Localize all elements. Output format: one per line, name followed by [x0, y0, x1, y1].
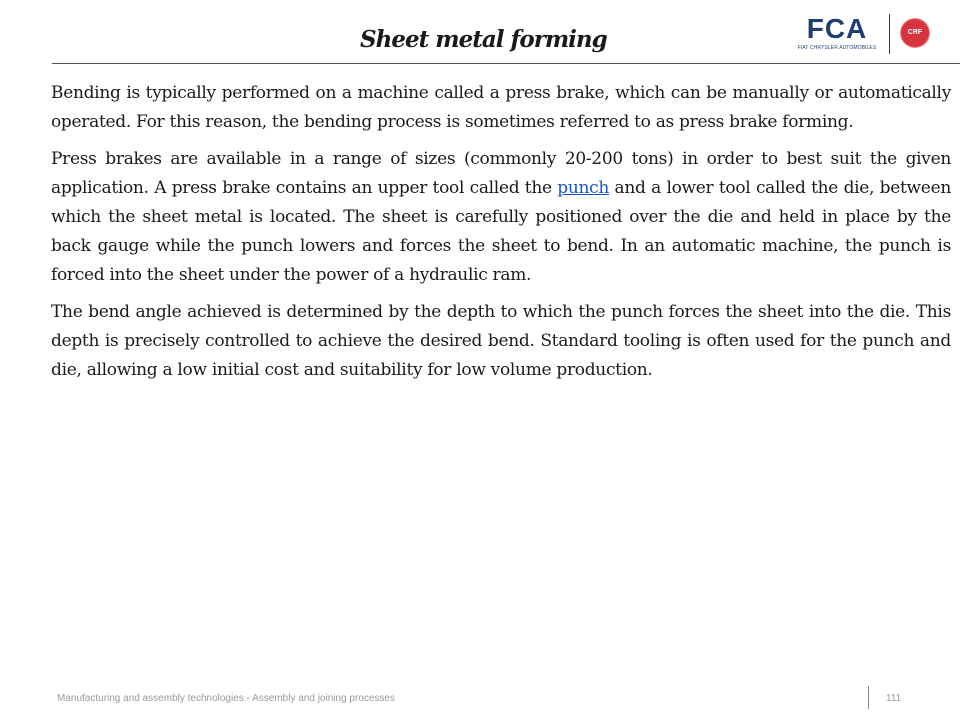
- paragraph-press-brake-intro: Bending is typically performed on a machine called a press brake, which can be manually or automatically operated. For this reason, the bending process is sometimes referred to as press brake forming.: [51, 83, 951, 132]
- footer-divider: [868, 686, 869, 709]
- paragraph-bend-angle: The bend angle achieved is determined by the depth to which the punch forces the sheet into the die. This depth is precisely controlled to achieve the desired bend. Standard tooling is often used for the punch and die, allowing a low initial cost and suitability for low volume production.: [51, 302, 951, 380]
- paragraph-text: Press brakes are available in a range of sizes (commonly 20-200 tons) in order to best suit the given application. A press brake contains an upper tool called the: [51, 149, 951, 198]
- fca-subtitle: FIAT CHRYSLER AUTOMOBILES: [797, 45, 877, 51]
- fca-logo: [793, 14, 881, 56]
- fca-wordmark: FCA: [806, 13, 868, 44]
- crf-logo: [901, 19, 929, 47]
- footer-course-title: Manufacturing and assembly technologies - Assembly and joining processes: [57, 693, 395, 704]
- slide-body: [51, 79, 951, 393]
- punch-link[interactable]: punch: [557, 178, 610, 198]
- paragraph-press-brake-sizes: [51, 145, 951, 290]
- slide-title: Sheet metal forming: [360, 26, 607, 53]
- title-divider: [52, 63, 960, 64]
- crf-label: CRF: [907, 29, 923, 36]
- page-number: 111: [886, 693, 902, 704]
- paragraph-text: and a lower tool called the die, between which the sheet metal is located. The sheet is carefully positioned over the die and held in place by the back gauge while the punch lowers and forces the sheet to bend. In an automatic machine, the punch is forced into the sheet under the power of a hydraulic ram.: [51, 178, 951, 285]
- logo-divider: [889, 14, 890, 54]
